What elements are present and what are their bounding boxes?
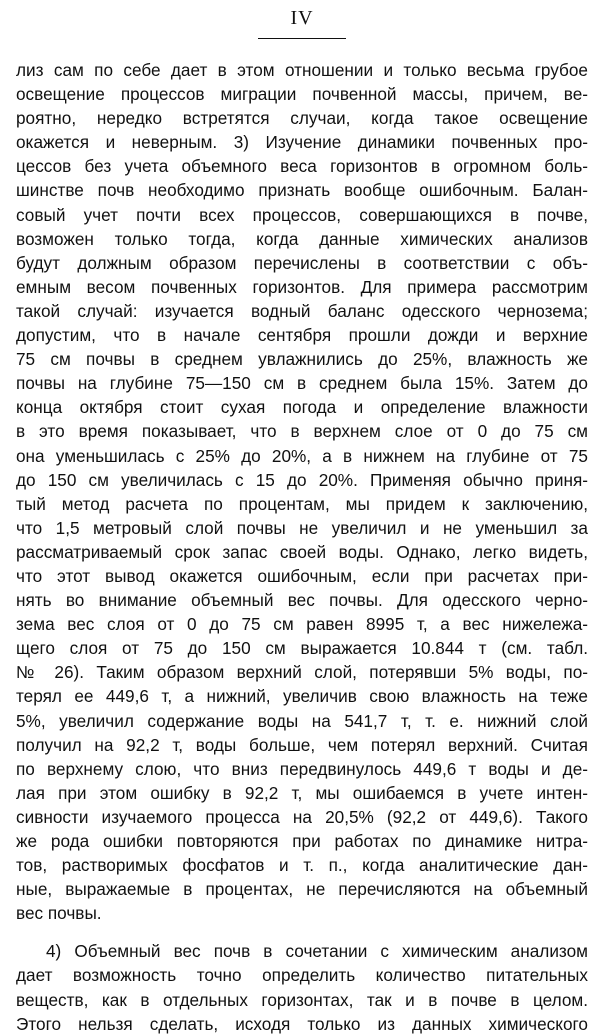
- text-line: Этого нельзя сделать, исходя только из данных химического: [16, 1013, 588, 1034]
- text-line: получил на 92,2 т, воды больше, чем потерял верхний. Считая: [16, 734, 588, 755]
- text-line: рассматриваемый срок запас своей воды. Однако, легко видеть,: [16, 541, 588, 562]
- text-line: веществ, как в отдельных горизонтах, так и в почве в целом.: [16, 989, 588, 1010]
- header-rule: [258, 38, 346, 39]
- paragraph: [16, 58, 588, 925]
- text-line: что этот вывод окажется ошибочным, если при расчетах при-: [16, 565, 588, 586]
- text-line: емным весом почвенных горизонтов. Для примера рассмотрим: [16, 276, 588, 297]
- text-line: вес почвы.: [16, 903, 102, 924]
- text-line: сивности изучаемого процесса на 20,5% (92,2 от 449,6). Такого: [16, 806, 588, 827]
- text-line: в это время показывает, что в верхнем слое от 0 до 75 см: [16, 421, 588, 442]
- text-line: тый метод расчета по процентам, мы придем к заключению,: [16, 493, 588, 514]
- text-line: лиз сам по себе дает в этом отношении и только весьма грубое: [16, 60, 588, 80]
- text-line: совый учет почти всех процессов, совершающихся в почве,: [16, 204, 588, 225]
- text-line: такой случай: изучается водный баланс одесского чернозема;: [16, 300, 588, 321]
- text-line: 75 см почвы в среднем увлажнились до 25%, влажность же: [16, 349, 588, 370]
- text-line: будут должным образом перечислены в соответствии с объ-: [16, 252, 588, 273]
- text-line: тов, растворимых фосфатов и т. п., когда аналитические дан-: [16, 855, 588, 876]
- text-line: она уменьшилась с 25% до 20%, а в нижнем на глубине от 75: [16, 445, 588, 466]
- text-line: до 150 см увеличилась с 15 до 20%. Применяя обычно приня-: [16, 469, 588, 490]
- text-line: конца октября стоит сухая погода и определение влажности: [16, 397, 588, 418]
- text-line: 4) Объемный вес почв в сочетании с химическим анализом: [46, 941, 588, 962]
- text-line: зема вес слоя от 0 до 75 см равен 8995 т, а вес нижележа-: [16, 614, 588, 635]
- text-line: щего слоя от 75 до 150 см выражается 10.844 т (см. табл.: [16, 638, 588, 659]
- text-line: роятно, нередко встретятся случаи, когда такое освещение: [16, 108, 588, 129]
- text-line: возможен только тогда, когда данные химических анализов: [16, 228, 588, 249]
- text-line: же рода ошибки повторяются при работах по динамике нитра-: [16, 831, 588, 851]
- text-line: нять во внимание объемный вес почвы. Для одесского черно-: [16, 590, 588, 611]
- text-line: шинстве почв необходимо признать вообще ошибочным. Балан-: [16, 180, 588, 201]
- text-line: № 26). Таким образом верхний слой, потерявши 5% воды, по-: [16, 662, 588, 683]
- text-line: дает возможность точно определить количество питательных: [16, 965, 588, 986]
- text-line: ные, выражаемые в процентах, не перечисляются на объемный: [16, 879, 588, 900]
- paragraph: [16, 939, 588, 1035]
- text-line: освещение процессов миграции почвенной массы, причем, ве-: [16, 84, 588, 105]
- page-header: [0, 6, 604, 30]
- text-line: лая при этом ошибку в 92,2 т, мы ошибаемся в учете интен-: [16, 782, 588, 803]
- text-line: почвы на глубине 75—150 см в среднем была 15%. Затем до: [16, 373, 588, 394]
- text-line: допустим, что в начале сентября прошли дожди и верхние: [16, 325, 588, 346]
- text-line: цессов без учета объемного веса горизонтов в огромном боль-: [16, 156, 588, 177]
- text-line: по верхнему слою, что вниз передвинулось 449,6 т воды и де-: [16, 758, 588, 779]
- paragraph-gap: [16, 925, 588, 939]
- text-line: окажется и неверным. 3) Изучение динамики почвенных про-: [16, 132, 588, 153]
- page-number: IV: [290, 7, 314, 29]
- text-line: 5%, увеличил содержание воды на 541,7 т, т. е. нижний слой: [16, 710, 588, 731]
- text-line: что 1,5 метровый слой почвы не увеличил и не уменьшил за: [16, 517, 588, 538]
- text-line: терял ее 449,6 т, а нижний, увеличив свою влажность на теже: [16, 686, 588, 707]
- body-text: [16, 58, 588, 1036]
